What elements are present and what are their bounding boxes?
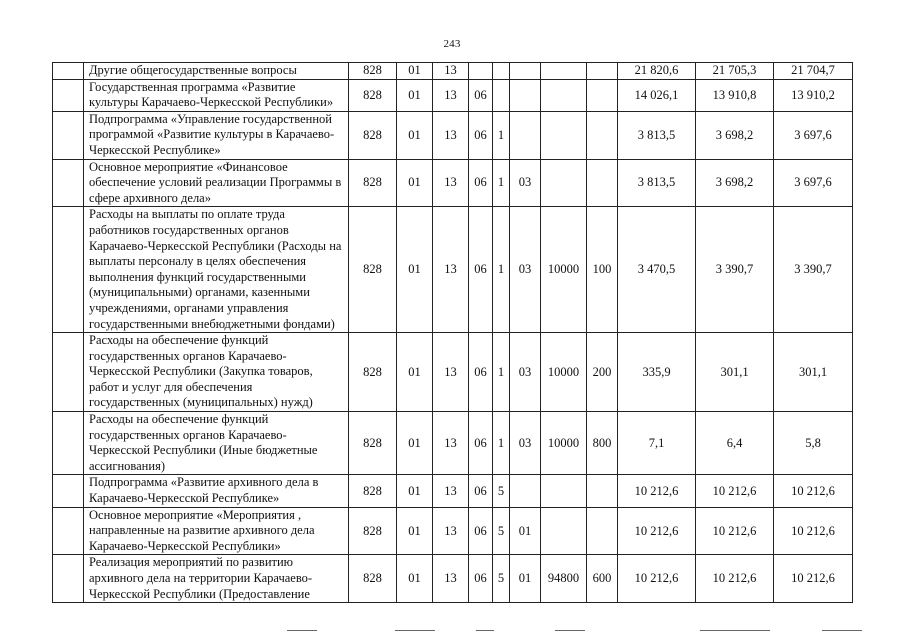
- cell-section: 01: [397, 555, 433, 603]
- cell-amount-year1: 21 820,6: [618, 63, 696, 80]
- cell-program: 06: [469, 507, 493, 555]
- cell-subprogram: [493, 79, 510, 111]
- table-row: [53, 555, 853, 603]
- row-margin-cell: [53, 207, 84, 333]
- row-name: Расходы на обеспечение функций государственных органов Карачаево-Черкесской Республики (Закупка товаров, работ и услуг для обеспечения государственных (муниципальных) нужд): [84, 333, 349, 412]
- cell-program: 06: [469, 412, 493, 475]
- cell-section: 01: [397, 412, 433, 475]
- cell-subprogram: 5: [493, 507, 510, 555]
- row-name: Подпрограмма «Управление государственной программой «Развитие культуры в Карачаево-Черкесской Республике»: [84, 111, 349, 159]
- cell-main-event: [510, 63, 541, 80]
- cell-direction: [541, 507, 587, 555]
- cell-direction: [541, 159, 587, 207]
- cell-subprogram: 1: [493, 412, 510, 475]
- cell-expense-type: 600: [587, 555, 618, 603]
- cell-main-event: 01: [510, 507, 541, 555]
- row-margin-cell: [53, 63, 84, 80]
- cell-amount-year3: 10 212,6: [774, 475, 853, 507]
- cell-amount-year1: 335,9: [618, 333, 696, 412]
- cell-main-event: 03: [510, 333, 541, 412]
- cell-expense-type: [587, 475, 618, 507]
- cell-amount-year1: 7,1: [618, 412, 696, 475]
- cell-program: 06: [469, 79, 493, 111]
- cell-program: 06: [469, 555, 493, 603]
- cell-subprogram: 5: [493, 555, 510, 603]
- cell-main-event: [510, 79, 541, 111]
- cell-amount-year2: 3 698,2: [696, 111, 774, 159]
- scan-mark: [287, 630, 317, 631]
- cell-ved: 828: [349, 555, 397, 603]
- cell-amount-year1: 10 212,6: [618, 555, 696, 603]
- cell-subsection: 13: [433, 475, 469, 507]
- cell-amount-year1: 3 813,5: [618, 111, 696, 159]
- cell-expense-type: 100: [587, 207, 618, 333]
- row-margin-cell: [53, 159, 84, 207]
- cell-direction: [541, 63, 587, 80]
- cell-section: 01: [397, 207, 433, 333]
- cell-amount-year2: 10 212,6: [696, 475, 774, 507]
- scan-mark: [822, 630, 862, 631]
- cell-direction: [541, 475, 587, 507]
- cell-amount-year1: 3 470,5: [618, 207, 696, 333]
- cell-main-event: [510, 475, 541, 507]
- cell-expense-type: 200: [587, 333, 618, 412]
- cell-amount-year3: 21 704,7: [774, 63, 853, 80]
- scan-mark: [555, 630, 585, 631]
- cell-ved: 828: [349, 159, 397, 207]
- cell-program: 06: [469, 207, 493, 333]
- cell-section: 01: [397, 333, 433, 412]
- cell-subprogram: 1: [493, 159, 510, 207]
- table-row: [53, 333, 853, 412]
- cell-main-event: 01: [510, 555, 541, 603]
- table-row: [53, 111, 853, 159]
- budget-table: [52, 62, 853, 603]
- table-row: [53, 507, 853, 555]
- cell-amount-year3: 13 910,2: [774, 79, 853, 111]
- table-row: [53, 159, 853, 207]
- row-name: Расходы на выплаты по оплате труда работников государственных органов Карачаево-Черкесской Республики (Расходы на выплаты персоналу в целях обеспечения выполнения функций государственными (муниципальными) органами, казенными учреждениями, органами управления государственными внебюджетными фондами): [84, 207, 349, 333]
- cell-amount-year2: 301,1: [696, 333, 774, 412]
- cell-section: 01: [397, 63, 433, 80]
- row-margin-cell: [53, 79, 84, 111]
- cell-direction: 10000: [541, 333, 587, 412]
- row-name: Государственная программа «Развитие культуры Карачаево-Черкесской Республики»: [84, 79, 349, 111]
- cell-amount-year1: 14 026,1: [618, 79, 696, 111]
- cell-subprogram: 5: [493, 475, 510, 507]
- cell-amount-year2: 3 698,2: [696, 159, 774, 207]
- cell-subsection: 13: [433, 79, 469, 111]
- cell-direction: [541, 111, 587, 159]
- table-row: [53, 412, 853, 475]
- cell-main-event: 03: [510, 412, 541, 475]
- cell-subsection: 13: [433, 333, 469, 412]
- table-row: [53, 207, 853, 333]
- cell-subsection: 13: [433, 159, 469, 207]
- row-margin-cell: [53, 111, 84, 159]
- cell-subsection: 13: [433, 507, 469, 555]
- cell-section: 01: [397, 475, 433, 507]
- cell-main-event: 03: [510, 207, 541, 333]
- row-name: Основное мероприятие «Мероприятия , направленные на развитие архивного дела Карачаево-Черкесской Республики»: [84, 507, 349, 555]
- cell-amount-year3: 3 390,7: [774, 207, 853, 333]
- cell-amount-year2: 6,4: [696, 412, 774, 475]
- cell-amount-year2: 10 212,6: [696, 507, 774, 555]
- scan-mark: [476, 630, 494, 631]
- cell-expense-type: [587, 507, 618, 555]
- cell-ved: 828: [349, 79, 397, 111]
- cell-expense-type: [587, 79, 618, 111]
- cell-subprogram: 1: [493, 111, 510, 159]
- row-name: Расходы на обеспечение функций государственных органов Карачаево-Черкесской Республики (Иные бюджетные ассигнования): [84, 412, 349, 475]
- row-margin-cell: [53, 507, 84, 555]
- cell-subsection: 13: [433, 555, 469, 603]
- cell-amount-year3: 10 212,6: [774, 555, 853, 603]
- cell-program: 06: [469, 159, 493, 207]
- row-margin-cell: [53, 333, 84, 412]
- table-body: [53, 63, 853, 603]
- cell-ved: 828: [349, 507, 397, 555]
- cell-subsection: 13: [433, 111, 469, 159]
- cell-subprogram: 1: [493, 207, 510, 333]
- row-name: Другие общегосударственные вопросы: [84, 63, 349, 80]
- cell-amount-year1: 3 813,5: [618, 159, 696, 207]
- row-name: Реализация мероприятий по развитию архивного дела на территории Карачаево-Черкесской Республики (Предоставление: [84, 555, 349, 603]
- cell-section: 01: [397, 79, 433, 111]
- cell-main-event: [510, 111, 541, 159]
- cell-amount-year2: 3 390,7: [696, 207, 774, 333]
- page-number: 243: [443, 38, 461, 50]
- cell-amount-year2: 21 705,3: [696, 63, 774, 80]
- cell-section: 01: [397, 507, 433, 555]
- cell-amount-year3: 5,8: [774, 412, 853, 475]
- row-name: Основное мероприятие «Финансовое обеспечение условий реализации Программы в сфере архивного дела»: [84, 159, 349, 207]
- scan-mark: [700, 630, 770, 631]
- cell-main-event: 03: [510, 159, 541, 207]
- cell-expense-type: [587, 63, 618, 80]
- row-margin-cell: [53, 412, 84, 475]
- cell-subsection: 13: [433, 412, 469, 475]
- cell-program: [469, 63, 493, 80]
- cell-amount-year1: 10 212,6: [618, 507, 696, 555]
- table-row: [53, 63, 853, 80]
- cell-subprogram: [493, 63, 510, 80]
- cell-section: 01: [397, 111, 433, 159]
- cell-program: 06: [469, 475, 493, 507]
- scan-mark: [395, 630, 435, 631]
- row-margin-cell: [53, 555, 84, 603]
- table-row: [53, 475, 853, 507]
- cell-section: 01: [397, 159, 433, 207]
- cell-ved: 828: [349, 111, 397, 159]
- cell-ved: 828: [349, 63, 397, 80]
- row-name: Подпрограмма «Развитие архивного дела в Карачаево-Черкесской Республике»: [84, 475, 349, 507]
- cell-direction: [541, 79, 587, 111]
- cell-expense-type: [587, 159, 618, 207]
- cell-program: 06: [469, 333, 493, 412]
- cell-expense-type: [587, 111, 618, 159]
- cell-ved: 828: [349, 333, 397, 412]
- cell-amount-year2: 10 212,6: [696, 555, 774, 603]
- cell-amount-year1: 10 212,6: [618, 475, 696, 507]
- cell-ved: 828: [349, 412, 397, 475]
- cell-subprogram: 1: [493, 333, 510, 412]
- table-row: [53, 79, 853, 111]
- cell-direction: 10000: [541, 207, 587, 333]
- cell-ved: 828: [349, 207, 397, 333]
- cell-ved: 828: [349, 475, 397, 507]
- cell-amount-year3: 3 697,6: [774, 159, 853, 207]
- cell-direction: 94800: [541, 555, 587, 603]
- cell-expense-type: 800: [587, 412, 618, 475]
- cell-amount-year3: 10 212,6: [774, 507, 853, 555]
- cell-direction: 10000: [541, 412, 587, 475]
- cell-amount-year2: 13 910,8: [696, 79, 774, 111]
- cell-subsection: 13: [433, 63, 469, 80]
- cell-amount-year3: 301,1: [774, 333, 853, 412]
- row-margin-cell: [53, 475, 84, 507]
- cell-subsection: 13: [433, 207, 469, 333]
- cell-program: 06: [469, 111, 493, 159]
- cell-amount-year3: 3 697,6: [774, 111, 853, 159]
